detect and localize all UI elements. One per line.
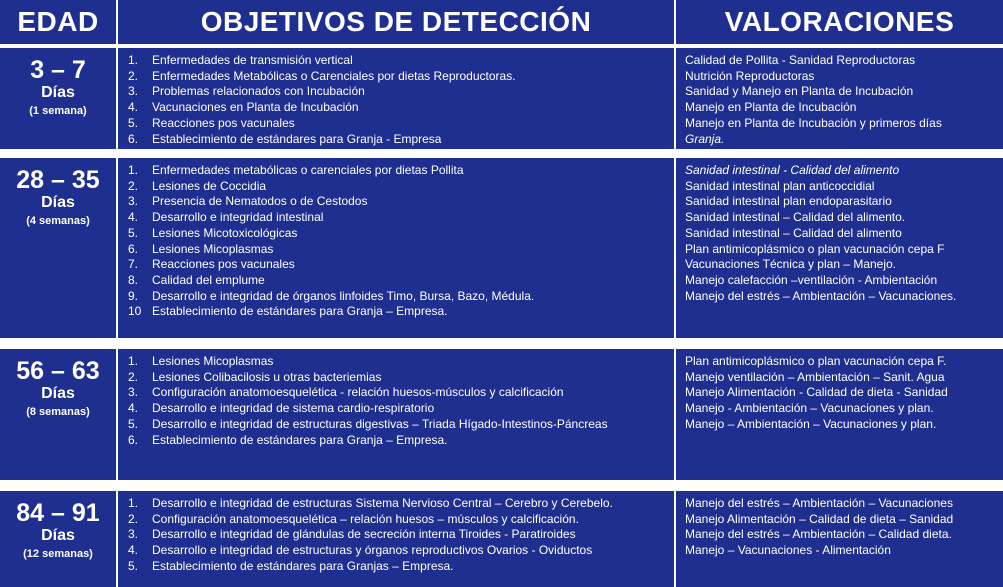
objective-number: 5. [128,115,139,130]
valuation-item: Granja. [685,131,725,146]
valuation-item: Manejo calefacción –ventilación - Ambientación [685,272,938,287]
objective-item [118,210,674,226]
objective-text: Establecimiento de estándares para Granja – Empresa. [152,304,448,319]
header-age: EDAD [0,0,116,44]
objective-item [118,116,674,132]
age-unit: Días [41,84,75,101]
valuation-item: Manejo ventilación – Ambientación – Sanit. Agua [685,369,945,384]
objective-number: 2. [128,68,139,83]
valuation-item: Sanidad intestinal – Calidad del alimento. [685,210,906,225]
objective-item [118,304,674,320]
objective-text: Vacunaciones en Planta de Incubación [152,100,359,115]
objective-number: 9. [128,288,139,303]
age-cell [0,158,116,338]
objective-number: 5. [128,416,139,431]
age-range: 84 – 91 [16,499,100,527]
objective-text: Enfermedades Metabólicas o Carenciales por dietas Reproductoras. [152,68,516,83]
objective-number: 10 [128,304,142,319]
valuations-cell [676,349,1003,480]
objective-number: 4. [128,210,139,225]
objective-text: Reacciones pos vacunales [152,257,295,272]
objective-item [118,527,674,543]
objective-text: Desarrollo e integridad de glándulas de secreción interna Tiroides - Paratiroides [152,527,576,542]
valuations-cell [676,491,1003,587]
objective-text: Desarrollo e integridad de sistema cardio-respiratorio [152,401,435,416]
objective-item [118,163,674,179]
objective-text: Lesiones Micoplasmas [152,241,274,256]
objective-item [118,53,674,69]
valuation-item: Sanidad y Manejo en Planta de Incubación [685,84,914,99]
objective-item [118,84,674,100]
objectives-cell [118,48,674,149]
valuation-item: Sanidad intestinal – Calidad del alimento [685,225,902,240]
age-block-3 [0,349,1003,480]
valuation-item: Manejo - Ambientación – Vacunaciones y plan. [685,401,934,416]
objective-number: 3. [128,385,139,400]
valuations-cell [676,158,1003,338]
objective-text: Calidad del emplume [152,272,265,287]
objective-item [118,401,674,417]
objective-text: Configuración anatomoesquelética – relación huesos – músculos y calcificación. [152,511,579,526]
objective-item [118,370,674,386]
objective-number: 4. [128,543,139,558]
objective-text: Lesiones Colibacilosis u otras bacteriemias [152,369,382,384]
objectives-cell [118,158,674,338]
objective-text: Establecimiento de estándares para Granja - Empresa [152,131,442,146]
objective-item [118,179,674,195]
valuation-item: Vacunaciones Técnica y plan – Manejo. [685,257,897,272]
objective-number: 6. [128,432,139,447]
valuation-item: Manejo del estrés – Ambientación – Vacunaciones. [685,288,957,303]
objective-text: Establecimiento de estándares para Granja – Empresa. [152,432,448,447]
objective-item [118,226,674,242]
valuation-item: Sanidad intestinal plan endoparasitario [685,194,892,209]
age-range: 56 – 63 [16,357,100,385]
objective-item [118,289,674,305]
objective-item [118,100,674,116]
header-valuations: VALORACIONES [676,0,1003,44]
objective-text: Lesiones Micoplasmas [152,354,274,368]
objectives-cell [118,349,674,480]
valuation-item: Nutrición Reproductoras [685,68,815,83]
age-block-1 [0,48,1003,149]
valuation-item: Manejo del estrés – Ambientación – Vacunaciones [685,496,953,510]
age-cell [0,349,116,480]
objective-item [118,496,674,512]
age-unit: Días [41,527,75,544]
objective-text: Lesiones de Coccidia [152,178,267,193]
valuation-item: Manejo en Planta de Incubación [685,100,857,115]
objective-item [118,354,674,370]
objective-number: 7. [128,257,139,272]
age-cell [0,491,116,587]
objective-item [118,257,674,273]
objective-number: 6. [128,241,139,256]
objective-text: Configuración anatomoesquelética - relación huesos-músculos y calcificación [152,385,564,400]
objective-item [118,385,674,401]
valuation-item: Calidad de Pollita - Sanidad Reproductoras [685,53,916,67]
age-block-2 [0,158,1003,338]
objective-text: Reacciones pos vacunales [152,115,295,130]
objective-item [118,273,674,289]
age-block-4 [0,491,1003,587]
objective-number: 1. [128,496,139,510]
valuation-item: Manejo del estrés – Ambientación – Calidad dieta. [685,527,952,542]
objective-item [118,417,674,433]
objective-number: 6. [128,131,139,146]
objective-text: Enfermedades de transmisión vertical [152,53,353,67]
objective-text: Enfermedades metabólicas o carenciales por dietas Pollita [152,163,464,177]
valuation-item: Plan antimicoplásmico o plan vacunación cepa F [685,241,945,256]
age-unit: Días [41,385,75,402]
age-weeks: (1 semana) [29,105,87,117]
objective-number: 4. [128,100,139,115]
objective-number: 5. [128,225,139,240]
objective-text: Desarrollo e integridad intestinal [152,210,324,225]
objective-item [118,132,674,148]
objective-text: Presencia de Nematodos o de Cestodos [152,194,368,209]
objective-item [118,559,674,575]
age-range: 28 – 35 [16,166,100,194]
age-weeks: (12 semanas) [23,548,93,560]
objective-text: Problemas relacionados con Incubación [152,84,365,99]
valuation-item: Sanidad intestinal plan anticoccidial [685,178,875,193]
objective-number: 1. [128,354,139,368]
header-objectives: OBJETIVOS DE DETECCIÓN [118,0,674,44]
objective-text: Lesiones Micotoxicológicas [152,225,298,240]
objective-number: 2. [128,178,139,193]
objective-item [118,512,674,528]
valuation-item: Manejo Alimentación - Calidad de dieta - Sanidad [685,385,948,400]
objective-number: 1. [128,53,139,67]
objective-item [118,194,674,210]
objective-text: Desarrollo e integridad de estructuras digestivas – Triada Hígado-Intestinos-Páncreas [152,416,608,431]
valuation-item: Manejo en Planta de Incubación y primeros días [685,115,942,130]
objective-text: Desarrollo e integridad de órganos linfoides Timo, Bursa, Bazo, Médula. [152,288,535,303]
objective-number: 2. [128,369,139,384]
valuation-item: Manejo – Ambientación – Vacunaciones y plan. [685,416,937,431]
objective-number: 3. [128,527,139,542]
age-weeks: (4 semanas) [26,215,90,227]
objective-item [118,69,674,85]
valuations-cell [676,48,1003,149]
objective-number: 2. [128,511,139,526]
objective-number: 4. [128,401,139,416]
age-cell [0,48,116,149]
objective-number: 3. [128,84,139,99]
objective-text: Desarrollo e integridad de estructuras y órganos reproductivos Ovarios - Oviductos [152,543,593,558]
objective-text: Desarrollo e integridad de estructuras Sistema Nervioso Central – Cerebro y Cerebelo. [152,496,613,510]
objective-item [118,242,674,258]
objective-text: Establecimiento de estándares para Granjas – Empresa. [152,558,454,573]
age-range: 3 – 7 [30,56,86,84]
objective-number: 5. [128,558,139,573]
objective-item [118,433,674,449]
age-unit: Días [41,194,75,211]
objectives-cell [118,491,674,587]
objective-number: 8. [128,272,139,287]
objective-number: 3. [128,194,139,209]
age-weeks: (8 semanas) [26,406,90,418]
valuation-item: Manejo Alimentación – Calidad de dieta – Sanidad [685,511,954,526]
objective-item [118,543,674,559]
valuation-item: Plan antimicoplásmico o plan vacunación cepa F. [685,354,947,368]
objective-number: 1. [128,163,139,177]
valuation-item: Sanidad intestinal - Calidad del alimento [685,163,900,177]
valuation-item: Manejo – Vacunaciones - Alimentación [685,543,891,558]
